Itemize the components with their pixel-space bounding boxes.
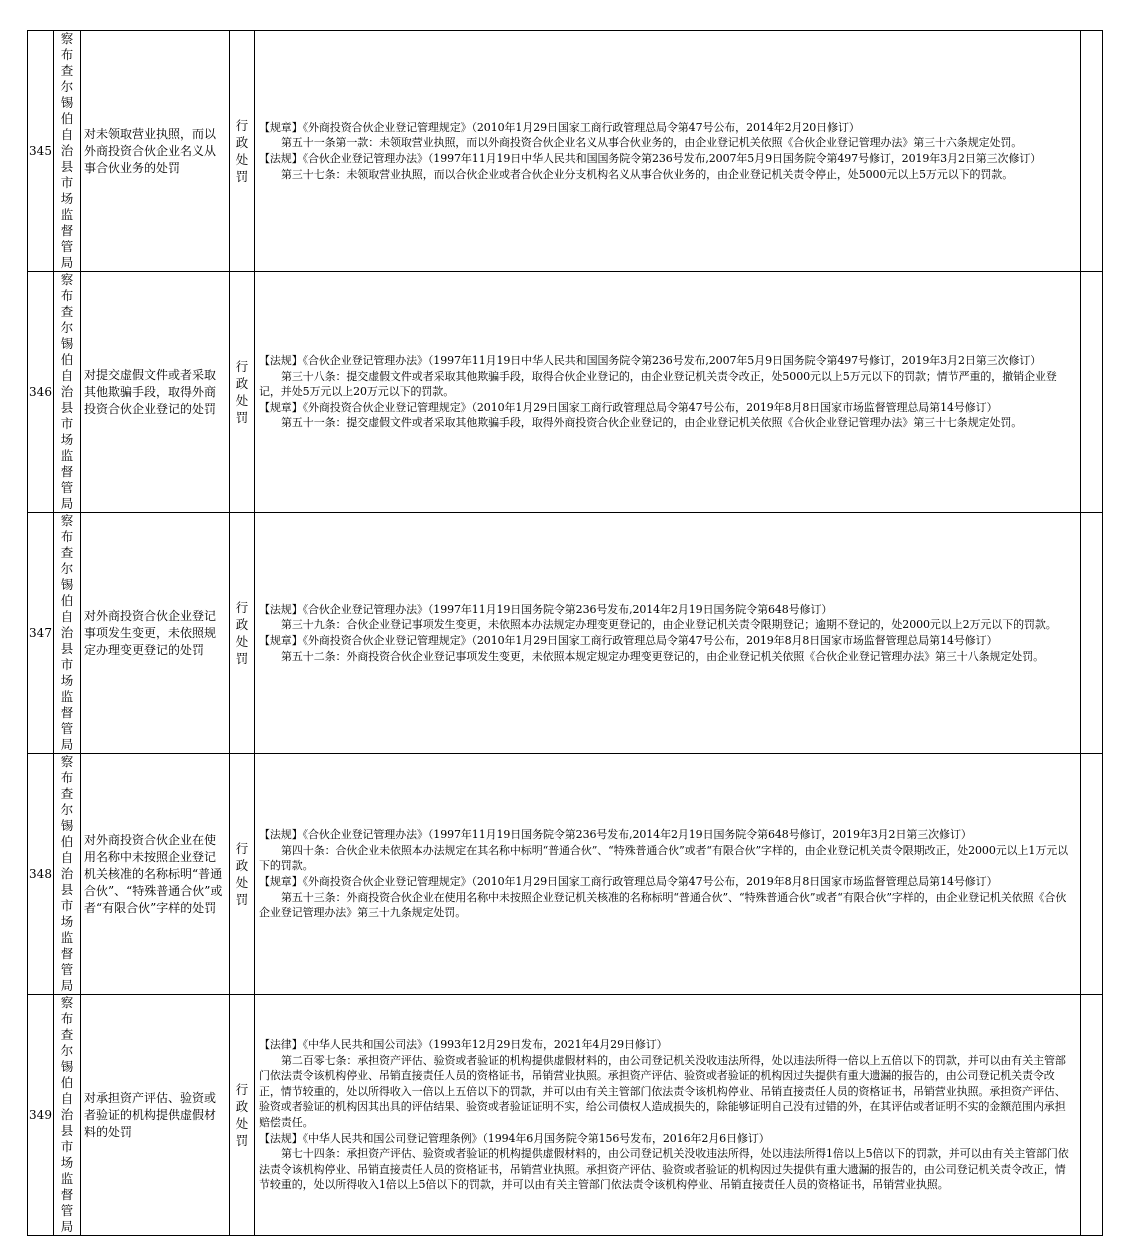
authority-cell: [54, 513, 81, 754]
basis-law-title: 【法规】《合伙企业登记管理办法》（1997年11月19日中华人民共和国国务院令第236号发布,2007年5月9日国务院令第497号修订，2019年3月2日第三次修订）: [259, 152, 1042, 165]
penalty-type: 行政处罚: [235, 1082, 249, 1148]
authority-name: 察布查尔锡伯自治县市场监督管局: [60, 272, 74, 511]
legal-basis: [255, 754, 1081, 995]
item-name: 对未领取营业执照，而以外商投资合伙企业名义从事合伙业务的处罚: [81, 31, 230, 272]
basis-clause: 第五十一条第一款：未领取营业执照，而以外商投资合伙企业名义从事合伙业务的，由企业登记机关依照《合伙企业登记管理办法》第三十六条规定处罚。: [281, 136, 1023, 150]
authority-name: 察布查尔锡伯自治县市场监督管局: [60, 513, 74, 752]
row-number: 346: [28, 272, 54, 513]
table-row: [28, 754, 1103, 995]
legal-basis: [255, 995, 1081, 1236]
basis-law-title: 【规章】《外商投资合伙企业登记管理规定》（2010年1月29日国家工商行政管理总局令第47号公布，2014年2月20日修订）: [259, 120, 860, 134]
legal-basis: [255, 513, 1081, 754]
row-number: 349: [28, 995, 54, 1236]
authority-cell: [54, 31, 81, 272]
table-row: [28, 995, 1103, 1236]
basis-law-title: 【规章】《外商投资合伙企业登记管理规定》（2010年1月29日国家工商行政管理总局令第47号公布，2019年8月8日国家市场监督管理总局第14号修订）: [259, 875, 998, 888]
authority-name: 察布查尔锡伯自治县市场监督管局: [60, 31, 74, 270]
basis-clause: 第三十七条：未领取营业执照，而以合伙企业或者合伙企业分支机构名义从事合伙业务的，由企业登记机关责令停止，处5000元以上5万元以下的罚款。: [281, 167, 1014, 181]
remark-cell: [1081, 513, 1103, 754]
authority-cell: [54, 754, 81, 995]
item-name: 对外商投资合伙企业登记事项发生变更，未依照规定办理变更登记的处罚: [81, 513, 230, 754]
penalty-type-cell: [230, 31, 255, 272]
penalty-type-cell: [230, 995, 255, 1236]
penalty-type: 行政处罚: [235, 600, 249, 666]
basis-clause: 第四十条：合伙企业未依照本办法规定在其名称中标明“普通合伙”、“特殊普通合伙”或者“有限合伙”字样的，由企业登记机关责令限期改正，处2000元以上1万元以下的罚款。: [259, 843, 1069, 873]
remark-cell: [1081, 31, 1103, 272]
penalty-type: 行政处罚: [235, 359, 249, 425]
basis-clause: 第五十二条：外商投资合伙企业登记事项发生变更，未依照本规定规定办理变更登记的，由企业登记机关依照《合伙企业登记管理办法》第三十八条规定处罚。: [281, 649, 1044, 663]
penalty-table: [27, 30, 1103, 1236]
basis-clause: 第三十八条：提交虚假文件或者采取其他欺骗手段，取得合伙企业登记的，由企业登记机关责令改正，处5000元以上5万元以下的罚款；情节严重的，撤销企业登记，并处5万元以上20万元以下的罚款。: [259, 369, 1057, 399]
remark-cell: [1081, 995, 1103, 1236]
legal-basis: [255, 31, 1081, 272]
basis-law-title: 【规章】《外商投资合伙企业登记管理规定》（2010年1月29日国家工商行政管理总局令第47号公布，2019年8月8日国家市场监督管理总局第14号修订）: [259, 400, 998, 414]
table-row: [28, 513, 1103, 754]
penalty-type: 行政处罚: [235, 118, 249, 184]
authority-cell: [54, 272, 81, 513]
authority-cell: [54, 995, 81, 1236]
remark-cell: [1081, 272, 1103, 513]
authority-name: 察布查尔锡伯自治县市场监督管局: [60, 754, 74, 993]
row-number: 348: [28, 754, 54, 995]
penalty-type-cell: [230, 754, 255, 995]
penalty-type-cell: [230, 272, 255, 513]
penalty-type: 行政处罚: [235, 841, 249, 907]
basis-clause: 第三十九条：合伙企业登记事项发生变更，未依照本办法规定办理变更登记的，由企业登记机关责令限期登记；逾期不登记的，处2000元以上2万元以下的罚款。: [281, 618, 1057, 632]
authority-name: 察布查尔锡伯自治县市场监督管局: [60, 995, 74, 1234]
table-row: [28, 272, 1103, 513]
basis-law-title: 【法规】《合伙企业登记管理办法》（1997年11月19日中华人民共和国国务院令第236号发布,2007年5月9日国务院令第497号修订，2019年3月2日第三次修订）: [259, 354, 1042, 368]
basis-law-title: 【法律】《中华人民共和国公司法》（1993年12月29日发布，2021年4月29日修订）: [259, 1038, 668, 1052]
remark-cell: [1081, 754, 1103, 995]
item-name: 对外商投资合伙企业在使用名称中未按照企业登记机关核准的名称标明“普通合伙”、“特殊普通合伙”或者“有限合伙”字样的处罚: [81, 754, 230, 995]
basis-law-title: 【法规】《中华人民共和国公司登记管理条例》（1994年6月国务院令第156号发布，2016年2月6日修订）: [259, 1131, 770, 1145]
basis-law-title: 【规章】《外商投资合伙企业登记管理规定》（2010年1月29日国家工商行政管理总局令第47号公布，2019年8月8日国家市场监督管理总局第14号修订）: [259, 634, 998, 647]
basis-law-title: 【法规】《合伙企业登记管理办法》（1997年11月19日国务院令第236号发布,2014年2月19日国务院令第648号修订，2019年3月2日第三次修订）: [259, 828, 972, 842]
penalty-type-cell: [230, 513, 255, 754]
row-number: 347: [28, 513, 54, 754]
basis-law-title: 【法规】《合伙企业登记管理办法》（1997年11月19日国务院令第236号发布,2014年2月19日国务院令第648号修订）: [259, 602, 833, 616]
basis-clause: 第七十四条：承担资产评估、验资或者验证的机构提供虚假材料的，由公司登记机关没收违法所得，处以违法所得1倍以上5倍以下的罚款，并可以由有关主管部门依法责令该机构停业、吊销直接责任人员的资格证书，吊销营业执照。承担资产评估、验资或者验证的机构因过失提供有重大遗漏的报告的，由公司登记机关责令改正，情节较重的，处以所得收入1倍以上5倍以下的罚款，并可以由有关主管部门依法责令该机构停业、吊销直接责任人员的资格证书，吊销营业执照。: [259, 1147, 1069, 1192]
legal-basis: [255, 272, 1081, 513]
basis-clause: 第二百零七条：承担资产评估、验资或者验证的机构提供虚假材料的，由公司登记机关没收违法所得，处以违法所得一倍以上五倍以下的罚款，并可以由有关主管部门依法责令该机构停业、吊销直接责任人员的资格证书，吊销营业执照。承担资产评估、验资或者验证的机构因过失提供有重大遗漏的报告的，由公司登记机关责令改正，情节较重的，处以所得收入一倍以上五倍以下的罚款，并可以由有关主管部门依法责令该机构停业、吊销直接责任人员的资格证书，吊销营业执照。承担资产评估、验资或者验证的机构因其出具的评估结果、验资或者验证证明不实，给公司债权人造成损失的，除能够证明自己没有过错的外，在其评估或者证明不实的金额范围内承担赔偿责任。: [259, 1053, 1066, 1129]
row-number: 345: [28, 31, 54, 272]
item-name: 对提交虚假文件或者采取其他欺骗手段，取得外商投资合伙企业登记的处罚: [81, 272, 230, 513]
item-name: 对承担资产评估、验资或者验证的机构提供虚假材料的处罚: [81, 995, 230, 1236]
basis-clause: 第五十三条：外商投资合伙企业在使用名称中未按照企业登记机关核准的名称标明“普通合伙”、“特殊普通合伙”或者“有限合伙”字样的，由企业登记机关依照《合伙企业登记管理办法》第三十九条规定处罚。: [259, 890, 1067, 920]
table-row: [28, 31, 1103, 272]
basis-clause: 第五十一条：提交虚假文件或者采取其他欺骗手段，取得外商投资合伙企业登记的，由企业登记机关依照《合伙企业登记管理办法》第三十七条规定处罚。: [281, 416, 1023, 430]
